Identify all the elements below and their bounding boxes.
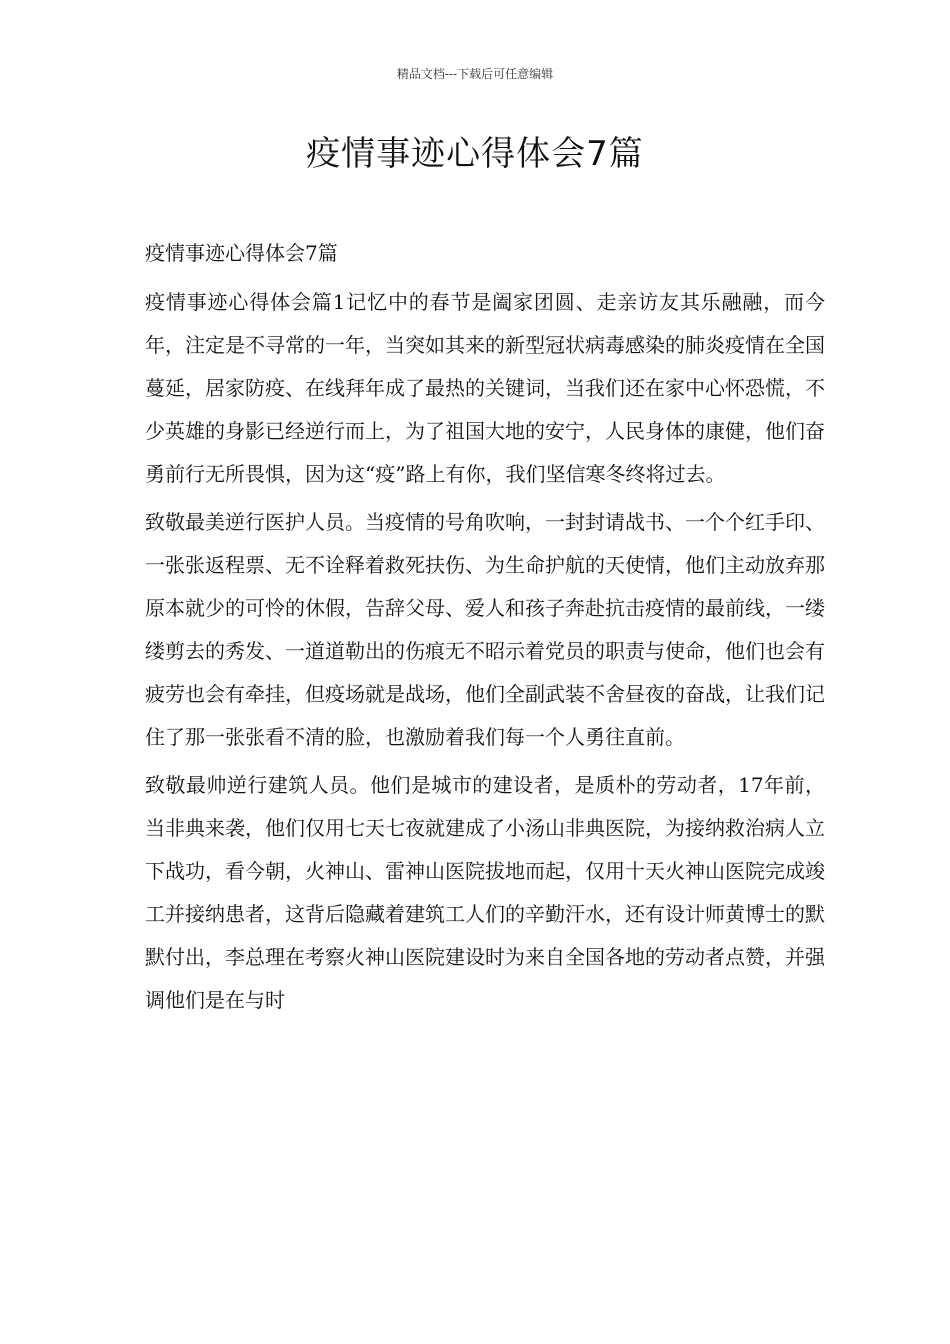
- page-header-note: 精品文档---下载后可任意编辑: [396, 67, 554, 81]
- paragraph: 致敬最美逆行医护人员。当疫情的号角吹响，一封封请战书、一个个红手印、一张张返程票、无不诠释着救死扶伤、为生命护航的天使情，他们主动放弃那原本就少的可怜的休假，告辞父母、爱人和孩子奔赴抗击疫情的最前线，一缕缕剪去的秀发、一道道勒出的伤痕无不昭示着党员的职责与使命，他们也会有疲劳也会有牵挂，但疫场就是战场，他们全副武装不舍昼夜的奋战，让我们记住了那一张张看不清的脸，也激励着我们每一个人勇往直前。: [145, 510, 825, 749]
- document-body: [145, 232, 825, 1027]
- paragraph: 疫情事迹心得体会篇1记忆中的春节是阖家团圆、走亲访友其乐融融，而今年，注定是不寻常的一年，当突如其来的新型冠状病毒感染的肺炎疫情在全国蔓延，居家防疫、在线拜年成了最热的关键词，当我们还在家中心怀恐慌，不少英雄的身影已经逆行而上，为了祖国大地的安宁，人民身体的康健，他们奋勇前行无所畏惧，因为这“疫”路上有你，我们坚信寒冬终将过去。: [145, 290, 825, 486]
- paragraph: 致敬最帅逆行建筑人员。他们是城市的建设者，是质朴的劳动者，17年前，当非典来袭，他们仅用七天七夜就建成了小汤山非典医院，为接纳救治病人立下战功，看今朝，火神山、雷神山医院拔地而起，仅用十天火神山医院完成竣工并接纳患者，这背后隐藏着建筑工人们的辛勤汗水，还有设计师黄博士的默默付出，李总理在考察火神山医院建设时为来自全国各地的劳动者点赞，并强调他们是在与时: [145, 773, 825, 1012]
- document-subtitle: 疫情事迹心得体会7篇: [145, 241, 338, 265]
- page-title: 疫情事迹心得体会7篇: [306, 134, 644, 174]
